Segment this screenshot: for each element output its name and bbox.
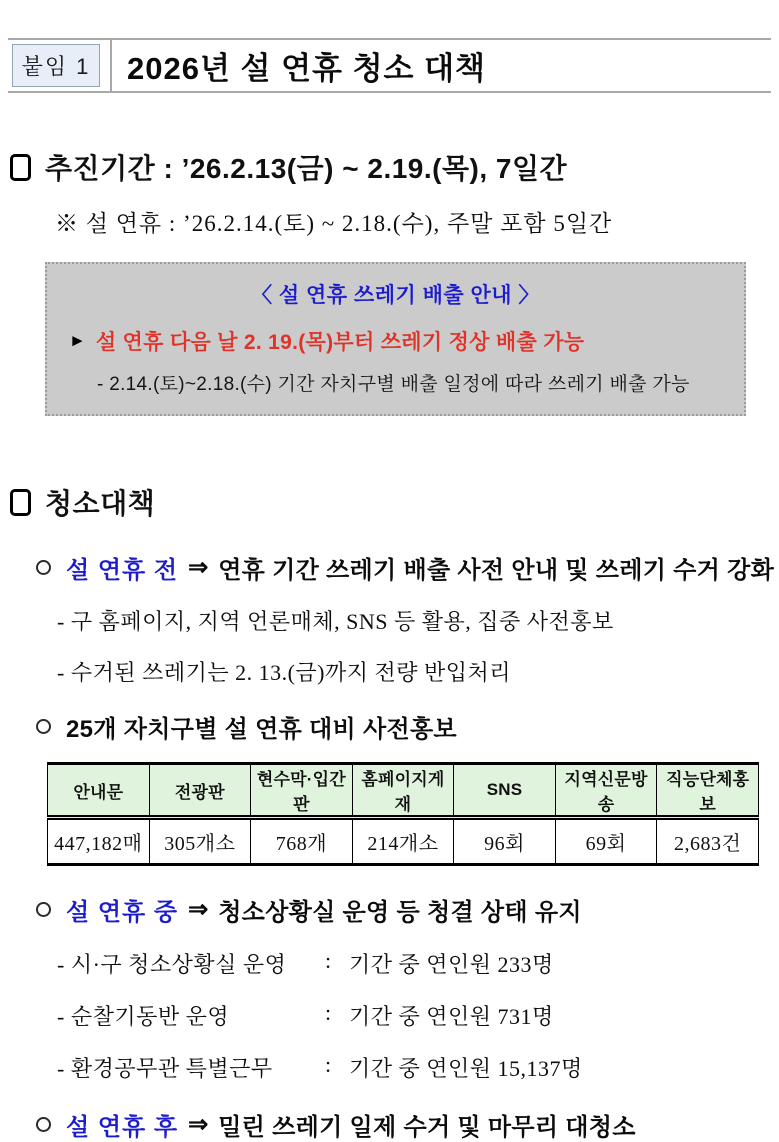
column-header: 지역신문방송 [555,764,657,818]
column-header: 안내문 [48,764,150,818]
status-value: 기간 중 연인원 15,137명 [349,1056,583,1081]
circle-bullet-icon [36,560,51,575]
circle-bullet-icon [36,1117,51,1132]
before-holiday-title: 설 연휴 전 [66,557,179,584]
status-value: 기간 중 연인원 731명 [349,1004,554,1029]
status-label: - 시·구 청소상황실 운영 [57,952,287,977]
notice-highlight-text: 설 연휴 다음 날 2. 19.(목)부터 쓰레기 정상 배출 가능 [95,331,585,354]
notice-title: 〈 설 연휴 쓰레기 배출 안내 〉 [251,284,540,307]
table-header-row [48,764,759,818]
table-value-row [48,818,759,865]
status-separator: : [325,948,332,973]
during-holiday-title: 설 연휴 중 [66,899,179,926]
status-label: - 순찰기동반 운영 [57,1004,230,1029]
status-row [57,1000,779,1031]
table-cell: 305개소 [149,818,251,865]
after-holiday-row [36,1107,779,1142]
table-cell: 214개소 [352,818,454,865]
after-holiday-desc: 밀린 쓰레기 일제 수거 및 마무리 대청소 [218,1114,636,1141]
promo-heading-row [36,709,779,744]
promotion-stats-table [47,762,759,866]
double-arrow-icon: ⇒ [188,896,209,923]
header-divider [110,40,112,91]
notice-detail-text: - 2.14.(토)~2.18.(수) 기간 자치구별 배출 일정에 따라 쓰레기 배출 가능 [97,374,690,395]
during-holiday-desc: 청소상황실 운영 등 청결 상태 유지 [218,899,582,926]
status-separator: : [325,1052,332,1077]
after-holiday-title: 설 연휴 후 [66,1114,179,1141]
circle-bullet-icon [36,902,51,917]
circle-bullet-icon [36,719,51,734]
table-cell: 768개 [251,818,353,865]
before-holiday-desc: 연휴 기간 쓰레기 배출 사전 안내 및 쓰레기 수거 강화 [218,557,775,584]
cleanup-heading: 청소대책 [45,488,156,519]
before-holiday-row [36,550,779,585]
attachment-tag-box [12,44,100,87]
holiday-note: ※ 설 연휴 : ’26.2.14.(토) ~ 2.18.(수), 주말 포함 5일간 [55,211,613,236]
before-detail-line: - 구 홈페이지, 지역 언론매체, SNS 등 활용, 집중 사전홍보 [57,609,614,634]
trash-notice-box [45,262,746,416]
column-header: 홈페이지게재 [352,764,454,818]
double-arrow-icon: ⇒ [188,1111,209,1138]
attachment-tag-label: 붙임 1 [21,54,91,79]
period-heading-row [10,147,779,187]
doc-header [8,38,771,93]
table-cell: 96회 [454,818,556,865]
cleanup-heading-row [10,482,779,522]
column-header: 현수막·입간판 [251,764,353,818]
notice-highlight-row [69,326,732,356]
status-value: 기간 중 연인원 233명 [349,952,554,977]
table-cell: 447,182매 [48,818,150,865]
table-cell: 2,683건 [657,818,759,865]
double-arrow-icon: ⇒ [188,554,209,581]
document-page [0,38,779,1141]
status-row [57,1052,779,1083]
square-bullet-icon [10,489,31,516]
table-cell: 69회 [555,818,657,865]
triangle-arrow-icon: ► [69,331,86,350]
status-row [57,948,779,979]
during-holiday-row [36,892,779,927]
page-title: 2026년 설 연휴 청소 대책 [127,51,486,86]
column-header: 전광판 [149,764,251,818]
square-bullet-icon [10,154,31,181]
column-header: 직능단체홍보 [657,764,759,818]
column-header: SNS [454,764,556,818]
before-detail-line: - 수거된 쓰레기는 2. 13.(금)까지 전량 반입처리 [57,660,512,685]
status-separator: : [325,1000,332,1025]
promo-heading: 25개 자치구별 설 연휴 대비 사전홍보 [66,716,457,743]
status-label: - 환경공무관 특별근무 [57,1056,273,1081]
period-heading: 추진기간 : ’26.2.13(금) ~ 2.19.(목), 7일간 [45,153,568,184]
